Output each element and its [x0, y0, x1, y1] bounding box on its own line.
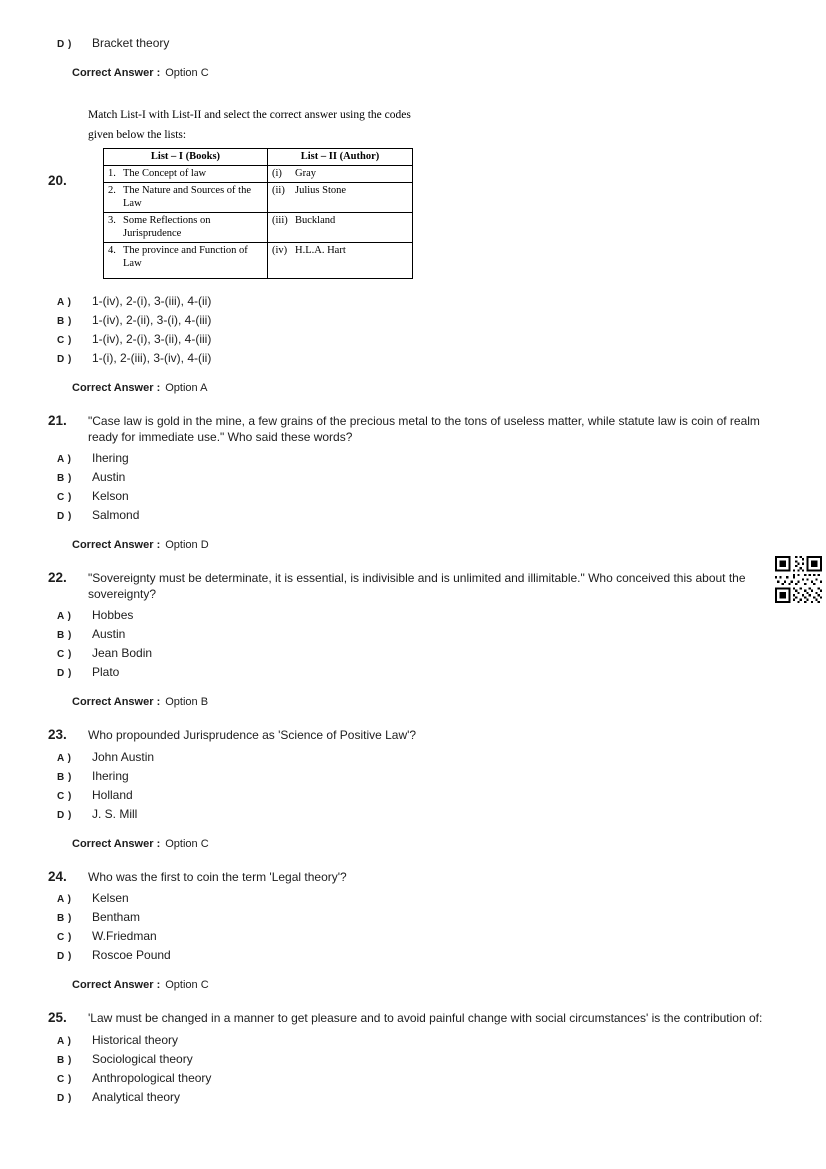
table-row	[104, 166, 413, 183]
option-text: Sociological theory	[92, 1051, 193, 1066]
option-text: 1-(iv), 2-(ii), 3-(i), 4-(iii)	[92, 313, 212, 327]
option-label: C )	[57, 932, 72, 943]
option-row	[0, 788, 826, 802]
options-list	[0, 891, 826, 962]
option-text: Analytical theory	[92, 1089, 181, 1104]
options-list	[0, 294, 826, 365]
option-text: 1-(iv), 2-(i), 3-(ii), 4-(iii)	[92, 332, 212, 346]
table-cell-code: (ii)	[272, 185, 285, 196]
option-row	[0, 351, 826, 365]
option-label: D )	[57, 809, 72, 821]
table-cell-code: (iv)	[272, 245, 288, 256]
correct-answer-value: Option D	[165, 539, 209, 551]
option-text: Plato	[92, 665, 120, 679]
option-text: J. S. Mill	[92, 806, 138, 821]
qr-code	[775, 556, 822, 603]
option-row	[0, 807, 826, 821]
option-row	[0, 627, 826, 641]
table-cell-author: H.L.A. Hart	[295, 245, 346, 256]
option-text: Austin	[92, 470, 126, 484]
options-list	[0, 1033, 826, 1104]
option-text: Ihering	[92, 768, 129, 783]
option-row	[0, 665, 826, 679]
option-label: C )	[57, 649, 72, 660]
table-cell-book: The province and Function of Law	[123, 245, 248, 269]
correct-answer-value: Option B	[165, 696, 209, 708]
option-text: Hobbes	[92, 608, 134, 622]
option-text: Roscoe Pound	[92, 948, 171, 962]
option-label: B )	[57, 473, 72, 484]
option-row	[0, 470, 826, 484]
option-text: Kelsen	[92, 891, 129, 905]
option-text: Bracket theory	[92, 36, 170, 50]
table-cell-book: The Concept of law	[123, 168, 207, 179]
option-text: 1-(iv), 2-(i), 3-(iii), 4-(ii)	[92, 294, 212, 308]
table-cell-code: (iii)	[272, 215, 288, 226]
table-header-list1: List – I (Books)	[104, 149, 268, 166]
table-header-list2: List – II (Author)	[268, 149, 413, 166]
question-number: 21.	[48, 413, 67, 428]
table-cell-num: 1.	[108, 168, 116, 179]
option-label: B )	[57, 913, 72, 924]
question-24	[0, 869, 826, 994]
option-label: A )	[57, 297, 72, 308]
question-number: 22.	[48, 570, 67, 585]
correct-answer-label: Correct Answer :	[72, 382, 161, 394]
question-text: "Case law is gold in the mine, a few grains of the precious metal to the tons of useless matter, while statute law is coin of realm ready for immediate use." Who said these words?	[88, 414, 760, 444]
option-row	[0, 910, 826, 924]
question-text: "Sovereignty must be determinate, it is essential, is indivisible and is unlimited and illimitable." Who conceived this about the sovereignty?	[88, 571, 746, 601]
option-label: D )	[57, 354, 72, 365]
table-cell-book: The Nature and Sources of the Law	[123, 185, 251, 209]
table-row	[104, 243, 413, 279]
table-row	[104, 213, 413, 243]
option-row	[0, 508, 826, 522]
option-row	[0, 750, 826, 764]
correct-answer-value: Option C	[165, 67, 209, 79]
option-row	[0, 1052, 826, 1066]
correct-answer-row	[0, 382, 826, 396]
correct-answer-label: Correct Answer :	[72, 979, 161, 991]
option-text: Salmond	[92, 508, 140, 522]
option-label: D )	[57, 951, 72, 962]
table-cell-num: 4.	[108, 245, 116, 256]
correct-answer-label: Correct Answer :	[72, 67, 161, 79]
option-label: B )	[57, 1054, 72, 1066]
option-label: B )	[57, 771, 72, 783]
option-text: Anthropological theory	[92, 1070, 212, 1085]
table-cell-author: Buckland	[295, 215, 336, 226]
correct-answer-label: Correct Answer :	[72, 837, 161, 850]
option-label: A )	[57, 752, 72, 764]
option-row	[0, 313, 826, 327]
option-label: C )	[57, 790, 72, 802]
option-label: B )	[57, 316, 72, 327]
match-list-table	[103, 148, 413, 279]
option-row	[0, 332, 826, 346]
question-number: 25.	[48, 1010, 67, 1025]
option-row	[0, 1071, 826, 1085]
table-cell-num: 3.	[108, 215, 116, 226]
correct-answer-row	[0, 979, 826, 993]
option-row	[0, 294, 826, 308]
option-text: Bentham	[92, 910, 141, 924]
option-label: C )	[57, 1073, 72, 1085]
table-header-row	[104, 149, 413, 166]
option-text: Holland	[92, 787, 133, 802]
option-row	[0, 489, 826, 503]
correct-answer-row	[0, 539, 826, 553]
correct-answer-value: Option C	[165, 979, 209, 991]
question-text: Who was the first to coin the term 'Legal theory'?	[88, 869, 347, 884]
table-cell-num: 2.	[108, 185, 116, 196]
options-list	[0, 750, 826, 821]
question-20	[0, 105, 826, 396]
table-row	[104, 183, 413, 213]
option-label: A )	[57, 454, 72, 465]
option-text: Ihering	[92, 451, 129, 465]
question-number: 23.	[48, 727, 67, 742]
option-text: Jean Bodin	[92, 646, 153, 660]
option-label: C )	[57, 492, 72, 503]
correct-answer-row	[0, 696, 826, 710]
question-number: 20.	[48, 173, 67, 188]
option-row	[0, 929, 826, 943]
table-cell-code: (i)	[272, 168, 282, 179]
option-text: W.Friedman	[92, 929, 157, 943]
question-23	[0, 727, 826, 852]
table-cell-author: Julius Stone	[295, 185, 347, 196]
correct-answer-row	[0, 838, 826, 852]
correct-answer-value: Option A	[165, 382, 208, 394]
table-cell-book: Some Reflections on Jurisprudence	[123, 215, 211, 239]
correct-answer-row	[0, 67, 826, 81]
option-label: D )	[57, 1092, 72, 1104]
option-text: Kelson	[92, 489, 129, 503]
option-row	[0, 769, 826, 783]
question-number: 24.	[48, 868, 67, 884]
option-label: B )	[57, 630, 72, 641]
correct-answer-label: Correct Answer :	[72, 539, 161, 551]
question-text: 'Law must be changed in a manner to get pleasure and to avoid painful change with social circumstances' is the contribution of:	[88, 1011, 763, 1025]
question-text-line2: given below the lists:	[88, 129, 187, 141]
options-list	[0, 451, 826, 522]
question-21	[0, 413, 826, 553]
question-text: Who propounded Jurisprudence as 'Science of Positive Law'?	[88, 728, 417, 742]
correct-answer-label: Correct Answer :	[72, 696, 161, 708]
option-row	[0, 948, 826, 962]
correct-answer-value: Option C	[165, 837, 209, 850]
option-text: John Austin	[92, 749, 155, 764]
option-label: A )	[57, 1035, 72, 1047]
option-text: 1-(i), 2-(iii), 3-(iv), 4-(ii)	[92, 351, 212, 365]
option-text: Historical theory	[92, 1032, 179, 1047]
question-22	[0, 570, 826, 710]
option-row	[0, 646, 826, 660]
option-text: Austin	[92, 627, 126, 641]
option-row	[0, 1033, 826, 1047]
option-row	[0, 36, 826, 50]
option-label: D )	[57, 511, 72, 522]
option-row	[0, 608, 826, 622]
option-label: D )	[57, 39, 72, 50]
option-label: A )	[57, 894, 72, 905]
question-25	[0, 1010, 826, 1104]
option-row	[0, 891, 826, 905]
option-label: C )	[57, 335, 72, 346]
question-text-line1: Match List-I with List-II and select the correct answer using the codes	[88, 109, 411, 121]
option-label: D )	[57, 668, 72, 679]
option-label: A )	[57, 611, 72, 622]
table-cell-author: Gray	[295, 168, 316, 179]
option-row	[0, 1090, 826, 1104]
options-list	[0, 608, 826, 679]
option-row	[0, 451, 826, 465]
